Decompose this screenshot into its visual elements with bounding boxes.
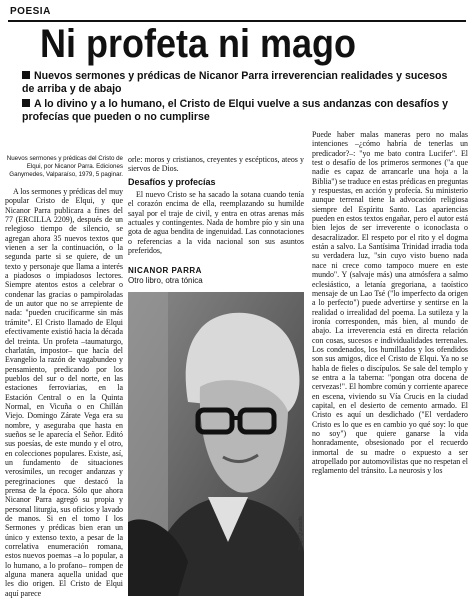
column-1-text: A los sermones y prédicas del muy popular Cristo de Elqui, y que Nicanor Parra publicara a fines del 77 (ERCILLA 2209), después de un relegioso tiempo de silencio, se agregan ahora 35 nuevos textos que vienen a ser la continuación, o la segunda parte si se quiere, de un texto y personaje que llama a interés a piadosos o impiadosos lectores. Siempre atentos estos a celebrar o condenar las gracias o pampiroladas de un autor que no se arrepiente de nada: "pueden crucificarme sin más trámite". El Cristo llamado de Elqui efectivamente existió hacia la década del treinta. Un profeta –taumaturgo, charlatán, impostor– que hacía del Evangelio la razón de vagabundeo y pensamiento, predicando por los pueblos del sur o del norte, en las estaciones ferroviarias, en la Estación Central o en la Quinta Normal, en Vicuña o en Chillán Viejo. Domingo Zárate Vega era su nombre, y aseguraba que hasta en sueños se le aparecía el Señor. Editó sus poesías, de este mundo y el otro, en colecciones populares. Existe, así, un fundamento de situaciones verosímiles, un recoger andanzas y peregrinaciones que destacó la prensa de la época. Sólo que ahora Nicanor Parra agregó su propia y personal liturgia, sus oficios y lavado de manos. Si en el tomo I los Sermones y prédicas bien eran un único y extenso texto, a pesar de la correlativa enumeración romana, estos nuevos poemas –a lo popular, a lo humano, a lo profano– rompen de alguna manera aquella unidad que les dio origen. El Cristo de Elqui aquí parece: [5, 187, 124, 598]
subheading: Desafíos y profecías: [128, 176, 216, 187]
photo-credit: Hugo Quezada: [298, 516, 304, 550]
book-caption: Nuevos sermones y prédicas del Cristo de Elqui, por Nicanor Parra. Ediciones Ganymedes, Valparaíso, 1979, 5 paginar.: [6, 155, 123, 178]
portrait-illustration: [128, 292, 304, 596]
subheadline-2: [22, 98, 462, 124]
photo-caption: [128, 266, 304, 286]
portrait-photo: [128, 292, 304, 596]
subheadline-2-text: A lo divino y a lo humano, el Cristo de Elqui vuelve a sus andanzas con desafíos y profecías que pueden o no cumplirse: [22, 98, 449, 123]
square-bullet-icon: [22, 71, 30, 79]
section-label: POESIA: [10, 6, 51, 17]
subheadline-1: [22, 70, 462, 96]
column-2: [128, 155, 304, 255]
column-3-text: Puede haber malas maneras pero no malas intenciones –¿cómo habría de tenerlas un predicador?–: "yo me bato contra Lucifer". El test o desafío de los primeros sermones ("a que nadie es capaz de arrancarle una hoja a la Biblia") se traduce en estas prédicas en preguntas y respuestas, en acción y profecía. Su ministerio aunque terrenal tiene la advocación religiosa siempre del Espíritu Santo. Las apariencias pueden en estos textos engañar, pero el autor está bien lejos de ser irreverente o iconoclasta o desacralizador. El respeto por el rito y el dogma están a salvo. La Santísima Trinidad irradia toda su verdadera luz, "sin cuyo visto bueno nada nace ni crece como tampoco muere en este mundo". Y (salvaje más) una atmósfera a salmo eclesiástico, a letanía gregoriana, a taoístico mensaje de un Lao Tsé ("lo imperfecto da origen a lo perfecto") puede advertirse y sentirse en la realidad o irrealidad del poema. La sutileza y la ironía corresponden, más bien, al mundo de abajo. La irreverencia está en directa relación con cosas, sucesos e individualidades terrenales. Los condenados, los humillados y los ofendidos son sus amigos, dice el Cristo de Elqui. Ya no se habla de fieles o discípulos. Se sale del templo y se entra a la taberna: "pongan otra docena de cervezas!". El hombre común y corriente aparece en escena, viviendo su Vía Crucis en la ciudad capital, en el desierto de cemento armado. El Cristo es aquí un desdichado ("El verdadero Cristo es lo que es en cambio yo qué soy: lo que no soy") que quiere ganarse la vida honradamente, obsesionado por el recuerdo inmortal de su madre o expuesto a ser atropellado por automovilistas que no respetan el reglamento del tránsito. La neurosis y los: [312, 130, 468, 476]
photo-caption-sub: Otro libro, otra tónica: [128, 276, 203, 285]
headline: Ni profeta ni mago: [40, 22, 357, 66]
photo-caption-name: NICANOR PARRA: [128, 266, 202, 275]
column-2-lead: orle: moros y cristianos, creyentes y escépticos, ateos y siervos de Dios.: [128, 155, 304, 174]
column-1: [5, 155, 123, 598]
column-3: [312, 130, 468, 476]
subheadline-1-text: Nuevos sermones y prédicas de Nicanor Parra irreverencian realidades y sucesos de arriba y de abajo: [22, 70, 448, 95]
column-2-text: El nuevo Cristo se ha sacado la sotana cuando tenía el corazón encima de ella, reemplazando su humilde sayal por el traje de civil, y entra en otras arenas más actuales y contingentes. Nada de hombre pío y sin una gota de agua bendita de ingenuidad. Las connotaciones o referencias a la vida nacional son sus asuntos preferidos,: [128, 190, 304, 256]
square-bullet-icon: [22, 99, 30, 107]
